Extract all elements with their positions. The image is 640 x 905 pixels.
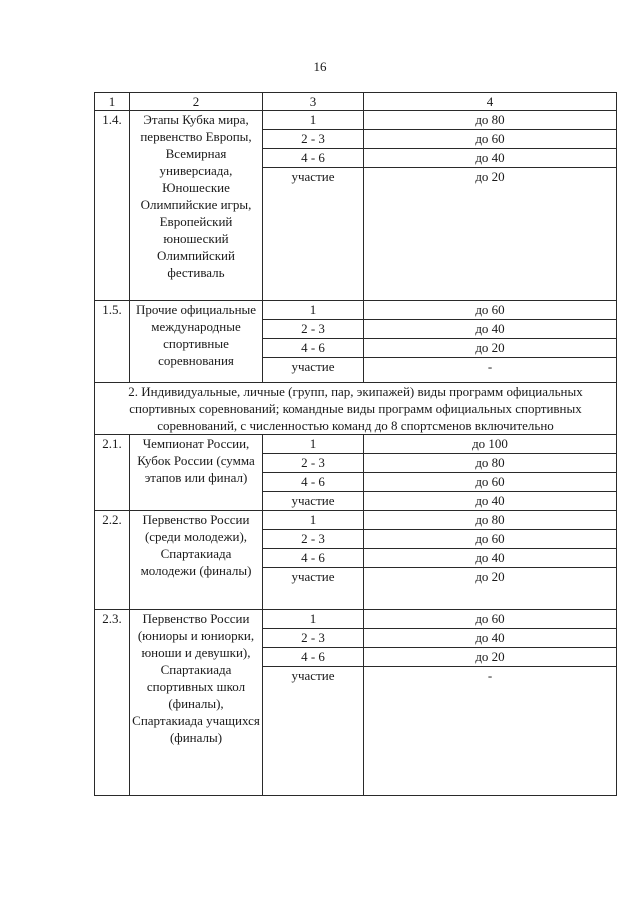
- place-cell: участие: [263, 492, 364, 511]
- place-cell: 4 - 6: [263, 149, 364, 168]
- place-cell: 4 - 6: [263, 648, 364, 667]
- points-cell: до 100: [364, 435, 617, 454]
- points-table: [94, 92, 617, 796]
- points-cell: до 60: [364, 301, 617, 320]
- table-row: [95, 435, 617, 454]
- table-row: [95, 610, 617, 629]
- points-cell: до 20: [364, 568, 617, 610]
- row-number: 1.4.: [95, 111, 130, 301]
- points-cell: до 40: [364, 549, 617, 568]
- place-cell: 2 - 3: [263, 454, 364, 473]
- place-cell: 1: [263, 435, 364, 454]
- row-number: 2.1.: [95, 435, 130, 511]
- row-number: 2.2.: [95, 511, 130, 610]
- points-cell: до 20: [364, 339, 617, 358]
- place-cell: 1: [263, 511, 364, 530]
- section-heading: 2. Индивидуальные, личные (групп, пар, экипажей) виды программ официальных спортивных соревнований; командные виды программ официальных спортивных соревнований, с численностью команд до 8 спортсменов включительно: [95, 383, 617, 435]
- header-cell-2: 2: [130, 93, 263, 111]
- place-cell: 2 - 3: [263, 320, 364, 339]
- table-header-row: [95, 93, 617, 111]
- place-cell: участие: [263, 358, 364, 383]
- points-cell: -: [364, 667, 617, 796]
- place-cell: 1: [263, 301, 364, 320]
- points-cell: до 40: [364, 149, 617, 168]
- competition-name: Первенство России (среди молодежи), Спартакиада молодежи (финалы): [130, 511, 263, 610]
- competition-name: Чемпионат России, Кубок России (сумма этапов или финал): [130, 435, 263, 511]
- points-cell: до 60: [364, 473, 617, 492]
- place-cell: 4 - 6: [263, 339, 364, 358]
- points-cell: -: [364, 358, 617, 383]
- place-cell: 2 - 3: [263, 130, 364, 149]
- place-cell: 2 - 3: [263, 530, 364, 549]
- points-cell: до 40: [364, 629, 617, 648]
- table-row: [95, 111, 617, 130]
- row-number: 1.5.: [95, 301, 130, 383]
- page-number: 16: [313, 59, 327, 74]
- header-cell-4: 4: [364, 93, 617, 111]
- row-number: 2.3.: [95, 610, 130, 796]
- points-cell: до 80: [364, 454, 617, 473]
- place-cell: 4 - 6: [263, 549, 364, 568]
- competition-name: Первенство России (юниоры и юниорки, юноши и девушки), Спартакиада спортивных школ (финалы), Спартакиада учащихся (финалы): [130, 610, 263, 796]
- points-cell: до 80: [364, 111, 617, 130]
- place-cell: 2 - 3: [263, 629, 364, 648]
- points-cell: до 40: [364, 492, 617, 511]
- place-cell: участие: [263, 667, 364, 796]
- place-cell: 4 - 6: [263, 473, 364, 492]
- table-row: [95, 511, 617, 530]
- points-cell: до 60: [364, 130, 617, 149]
- header-cell-1: 1: [95, 93, 130, 111]
- points-cell: до 80: [364, 511, 617, 530]
- points-cell: до 60: [364, 530, 617, 549]
- points-cell: до 20: [364, 168, 617, 301]
- table-row: [95, 301, 617, 320]
- header-cell-3: 3: [263, 93, 364, 111]
- place-cell: 1: [263, 610, 364, 629]
- place-cell: участие: [263, 568, 364, 610]
- place-cell: 1: [263, 111, 364, 130]
- points-cell: до 20: [364, 648, 617, 667]
- place-cell: участие: [263, 168, 364, 301]
- points-cell: до 60: [364, 610, 617, 629]
- section-row: [95, 383, 617, 435]
- competition-name: Прочие официальные международные спортивные соревнования: [130, 301, 263, 383]
- points-cell: до 40: [364, 320, 617, 339]
- competition-name: Этапы Кубка мира, первенство Европы, Всемирная универсиада, Юношеские Олимпийские игры, Европейский юношеский Олимпийский фестиваль: [130, 111, 263, 301]
